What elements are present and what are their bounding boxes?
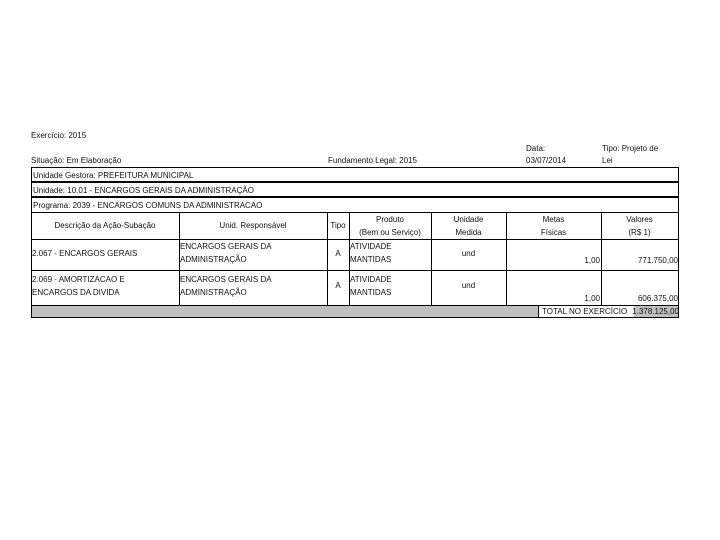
- col-produto-line1: Produto: [375, 215, 405, 224]
- row-valor: 606.375,00: [637, 294, 678, 303]
- programa-text: Programa: 2039 - ENCARGOS COMUNS DA ADMINISTRACAO: [33, 201, 263, 210]
- total-label: TOTAL NO EXERCÍCIO: [542, 307, 628, 316]
- total-row: [31, 305, 679, 318]
- row-unid-resp-line1: ENCARGOS GERAIS DA: [180, 275, 272, 284]
- col-tipo: Tipo: [330, 221, 346, 230]
- col-descricao: Descrição da Ação-Subação: [54, 221, 156, 230]
- unidade-band: [31, 182, 679, 197]
- exercicio-label: Exercício: 2015: [31, 131, 87, 140]
- col-valores-line2: (R$ 1): [628, 228, 651, 237]
- row-produto-line1: ATIVIDADE: [350, 275, 392, 284]
- row-metas: 1,00: [584, 256, 600, 265]
- total-value: 1.378.125,00: [632, 307, 679, 316]
- col-produto-line2: (Bem ou Serviço): [359, 228, 421, 237]
- unidade-text: Unidade: 10.01 - ENCARGOS GERAIS DA ADMINISTRAÇÃO: [33, 186, 254, 195]
- row-tipo: A: [335, 249, 341, 258]
- programa-band: [31, 197, 679, 213]
- row-produto-line2: MANTIDAS: [350, 255, 392, 264]
- row-unid-resp-line1: ENCARGOS GERAIS DA: [180, 242, 272, 251]
- row-unidade-medida: und: [461, 281, 476, 290]
- situacao-label: Situação: Em Elaboração: [31, 156, 122, 165]
- row-valor: 771.750,00: [637, 256, 678, 265]
- col-valores-line1: Valores: [626, 215, 653, 224]
- col-unid-resp: Unid. Responsável: [219, 221, 287, 230]
- row-divider: [31, 270, 679, 271]
- data-label: Data:: [526, 144, 546, 153]
- row-produto-line1: ATIVIDADE: [350, 242, 392, 251]
- unidade-gestora-text: Unidade Gestora: PREFEITURA MUNICIPAL: [33, 171, 194, 180]
- col-metas-line1: Metas: [542, 215, 565, 224]
- row-produto-line2: MANTIDAS: [350, 288, 392, 297]
- row-descricao-line2: ENCARGOS DA DIVIDA: [32, 288, 120, 297]
- row-descricao: 2.067 - ENCARGOS GERAIS: [32, 249, 138, 258]
- row-descricao-line1: 2.069 - AMORTIZACAO E: [32, 275, 125, 284]
- row-unidade-medida: und: [461, 249, 476, 258]
- grid-line: [678, 212, 679, 306]
- row-metas: 1,00: [584, 294, 600, 303]
- col-unidade-medida-line1: Unidade: [453, 215, 484, 224]
- fundamento-label: Fundamento Legal: 2015: [328, 156, 417, 165]
- row-unid-resp-line2: ADMINISTRAÇÃO: [180, 255, 247, 264]
- tipo-label: Tipo: Projeto de: [602, 144, 659, 153]
- data-value: 03/07/2014: [526, 156, 567, 165]
- col-metas-line2: Físicas: [540, 228, 567, 237]
- row-unid-resp-line2: ADMINISTRAÇÃO: [180, 288, 247, 297]
- unidade-gestora-band: [31, 167, 679, 182]
- tipo-value: Lei: [602, 156, 613, 165]
- row-tipo: A: [335, 281, 341, 290]
- header-row-divider: [31, 239, 679, 240]
- col-unidade-medida-line2: Medida: [455, 228, 482, 237]
